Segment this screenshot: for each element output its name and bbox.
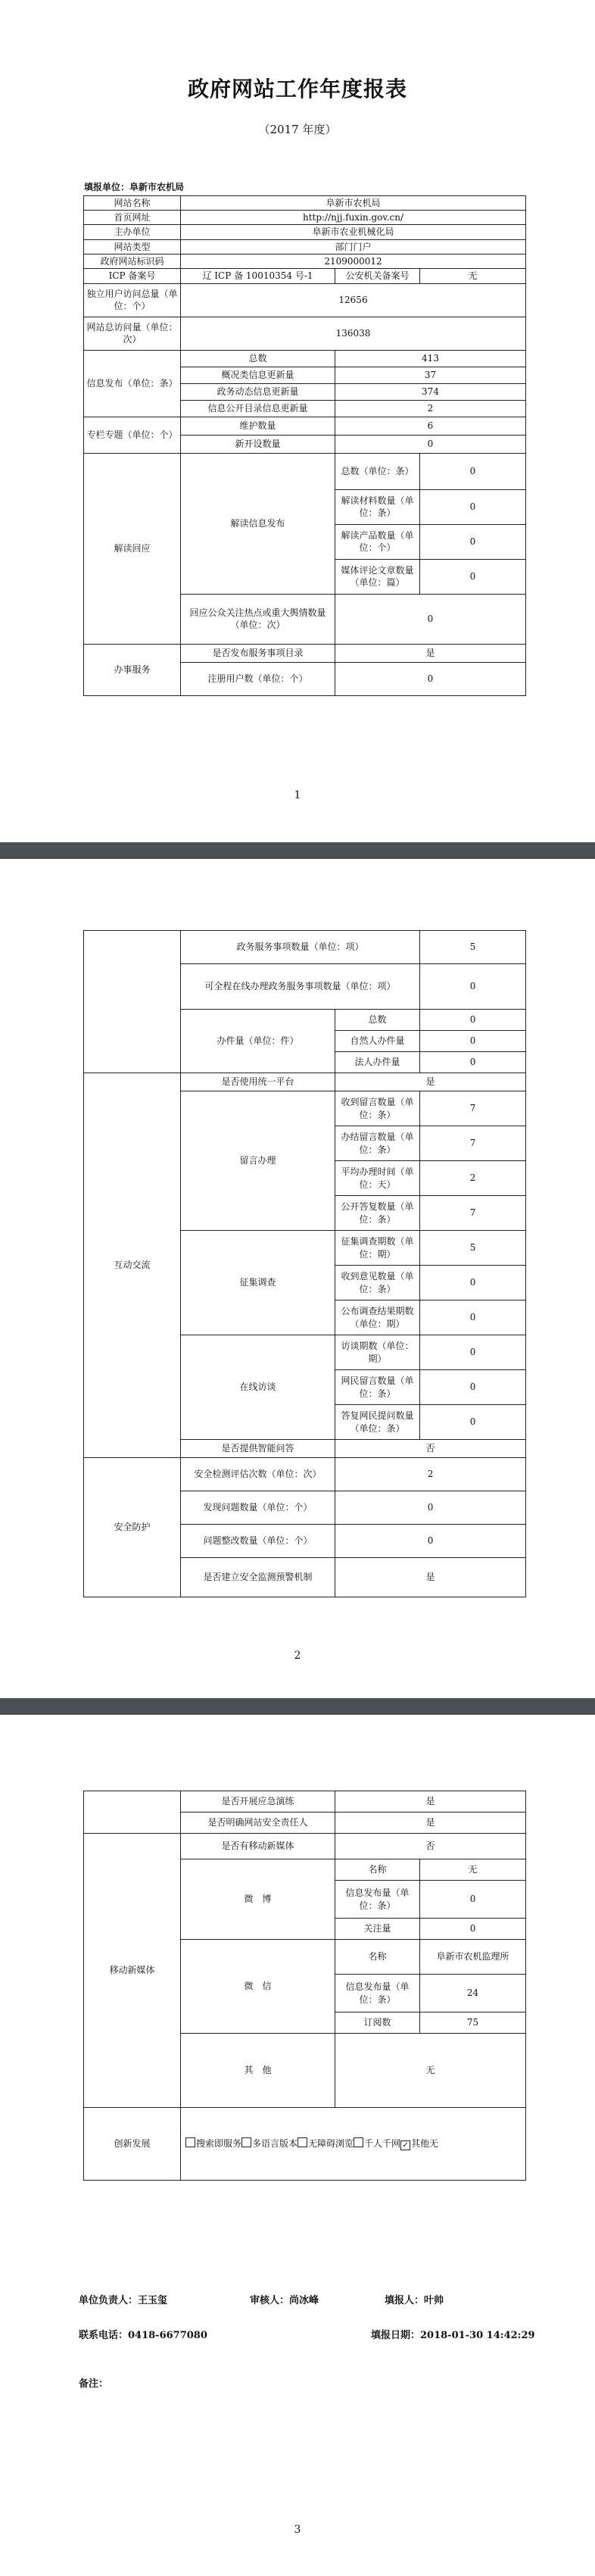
innovation-option bbox=[185, 2138, 241, 2149]
cell-subgroup-label: 办件量（单位：件） bbox=[181, 1010, 335, 1073]
cell-value: 0 bbox=[335, 1491, 526, 1525]
cell-label: 发现问题数量（单位：个） bbox=[181, 1491, 335, 1525]
cell-label: 可全程在线办理政务服务事项数量（单位：项） bbox=[181, 964, 420, 1010]
cell-value: 阜新市农业机械化局 bbox=[181, 225, 526, 239]
cell-value: 2 bbox=[335, 400, 526, 417]
cell-subgroup-label: 在线访谈 bbox=[181, 1335, 335, 1440]
checkbox-icon bbox=[354, 2137, 363, 2147]
cell-value: 0 bbox=[335, 662, 526, 695]
cell-value: 6 bbox=[335, 417, 526, 435]
cell-label: 关注量 bbox=[335, 1919, 420, 1940]
cell-label: 名称 bbox=[335, 1859, 420, 1881]
cell-value: 无 bbox=[420, 268, 526, 283]
page-number-1: 1 bbox=[294, 789, 301, 801]
innovation-option-label: 其他 bbox=[411, 2138, 430, 2149]
innovation-option-label: 搜索即服务 bbox=[196, 2138, 242, 2149]
cell-label: 自然人办件量 bbox=[335, 1031, 420, 1052]
cell-label: 注册用户数（单位：个） bbox=[181, 662, 335, 695]
cell-label: 是否明确网站安全责任人 bbox=[181, 1813, 335, 1834]
cell-value: 0 bbox=[420, 453, 526, 489]
cell-group-label: 创新发展 bbox=[84, 2108, 181, 2181]
footer-filler: 填报人：叶帅 bbox=[385, 2295, 444, 2306]
cell-label: 订阅数 bbox=[335, 2012, 420, 2034]
checkbox-icon bbox=[185, 2137, 195, 2147]
cell-value: 0 bbox=[420, 1300, 526, 1335]
cell-label: 收到意见数量（单位：条） bbox=[335, 1266, 420, 1300]
cell-value: 2109000012 bbox=[181, 254, 526, 268]
cell-label: 网站总访问量（单位：次） bbox=[84, 317, 181, 350]
cell-label: 政务服务事项数量（单位：项） bbox=[181, 931, 420, 964]
report-table-page-3 bbox=[83, 1791, 526, 2181]
innovation-option bbox=[298, 2138, 354, 2149]
cell-value: 是 bbox=[335, 1791, 526, 1813]
cell-label: 政府网站标识码 bbox=[84, 254, 181, 268]
cell-label: 问题整改数量（单位：个） bbox=[181, 1525, 335, 1558]
cell-label: 收到留言数量（单位：条） bbox=[335, 1091, 420, 1126]
cell-value: 2 bbox=[420, 1161, 526, 1196]
page-separator bbox=[0, 842, 595, 859]
footer-date: 填报日期：2018-01-30 14:42:29 bbox=[371, 2330, 535, 2341]
cell-value: 0 bbox=[420, 524, 526, 559]
report-table-page-2 bbox=[83, 930, 526, 1597]
cell-subgroup-label: 微 信 bbox=[181, 1940, 335, 2034]
report-title: 政府网站工作年度报表 bbox=[187, 76, 407, 101]
cell-value: 0 bbox=[420, 964, 526, 1010]
cell-value: 否 bbox=[335, 1440, 526, 1458]
cell-value: 无 bbox=[335, 2034, 526, 2108]
cell-label: 总数（单位：条） bbox=[335, 453, 420, 489]
cell-value: 0 bbox=[420, 1266, 526, 1300]
innovation-option bbox=[354, 2138, 400, 2149]
cell-label: 媒体评论文章数量（单位：篇） bbox=[335, 559, 420, 594]
footer-leader: 单位负责人：王玉玺 bbox=[79, 2295, 168, 2306]
cell-value: 0 bbox=[420, 1405, 526, 1440]
cell-value: 0 bbox=[420, 559, 526, 594]
cell-label: 网站类型 bbox=[84, 239, 181, 254]
cell-label: 新开设数量 bbox=[181, 435, 335, 453]
cell-value: 0 bbox=[335, 1525, 526, 1558]
checkbox-icon bbox=[298, 2137, 307, 2147]
cell-value: 37 bbox=[335, 367, 526, 383]
cell-value: 136038 bbox=[181, 317, 526, 350]
footer-phone: 联系电话：0418-6677080 bbox=[79, 2330, 207, 2341]
cell-label: 网站名称 bbox=[84, 196, 181, 211]
cell-label: 访谈期数（单位：期） bbox=[335, 1335, 420, 1370]
checkbox-icon bbox=[241, 2137, 251, 2147]
cell-label: 解读产品数量（单位：个） bbox=[335, 524, 420, 559]
cell-value: 12656 bbox=[181, 283, 526, 317]
cell-value: 0 bbox=[420, 1010, 526, 1031]
cell-value: 是 bbox=[335, 1813, 526, 1834]
cell-label: 答复网民提问数量（单位：条） bbox=[335, 1405, 420, 1440]
cell-value: 5 bbox=[420, 931, 526, 964]
innovation-option bbox=[241, 2138, 298, 2149]
cell-value: 0 bbox=[420, 1335, 526, 1370]
cell-label: 公布调查结果期数（单位：期） bbox=[335, 1300, 420, 1335]
cell-value: 部门门户 bbox=[181, 239, 526, 254]
cell-value: 无 bbox=[420, 1859, 526, 1881]
cell-value: 0 bbox=[420, 1052, 526, 1073]
cell-group-label: 信息发布（单位：条） bbox=[84, 350, 181, 417]
cell-label: 首页网址 bbox=[84, 211, 181, 225]
cell-subgroup-label: 微 博 bbox=[181, 1859, 335, 1940]
cell-value: 辽 ICP 备 10010354 号-1 bbox=[181, 268, 335, 283]
cell-value: 5 bbox=[420, 1231, 526, 1266]
checkbox-checked-icon: ✓ bbox=[400, 2140, 410, 2150]
cell-group-label: 移动新媒体 bbox=[84, 1834, 181, 2108]
cell-group-label bbox=[84, 931, 181, 1073]
cell-label: 是否提供智能问答 bbox=[181, 1440, 335, 1458]
cell-value: http://njj.fuxin.gov.cn/ bbox=[181, 211, 526, 225]
innovation-option-label: 无障碍浏览 bbox=[308, 2138, 354, 2149]
cell-value: 413 bbox=[335, 350, 526, 367]
cell-label: 信息发布量（单位：条） bbox=[335, 1975, 420, 2012]
cell-label: 总数 bbox=[335, 1010, 420, 1031]
cell-label: 信息发布量（单位：条） bbox=[335, 1881, 420, 1919]
cell-value: 0 bbox=[420, 1370, 526, 1405]
cell-value: 7 bbox=[420, 1091, 526, 1126]
cell-label: 解读材料数量（单位：条） bbox=[335, 489, 420, 524]
report-year: （2017 年度） bbox=[258, 123, 337, 136]
cell-label: 法人办件量 bbox=[335, 1052, 420, 1073]
cell-group-label: 办事服务 bbox=[84, 644, 181, 695]
innovation-option bbox=[400, 2138, 429, 2149]
cell-value: 75 bbox=[420, 2012, 526, 2034]
cell-label: 网民留言数量（单位：条） bbox=[335, 1370, 420, 1405]
cell-value: 0 bbox=[335, 435, 526, 453]
cell-value: 0 bbox=[420, 489, 526, 524]
cell-value: 阜新市农机局 bbox=[181, 196, 526, 211]
cell-label: 是否建立安全监测预警机制 bbox=[181, 1558, 335, 1597]
cell-value: 0 bbox=[420, 1919, 526, 1940]
cell-group-label: 安全防护 bbox=[84, 1458, 181, 1597]
cell-value: 24 bbox=[420, 1975, 526, 2012]
cell-label: 公开答复数量（单位：条） bbox=[335, 1196, 420, 1231]
cell-value: 0 bbox=[335, 594, 526, 644]
cell-group-label: 解读回应 bbox=[84, 453, 181, 644]
cell-label: ICP 备案号 bbox=[84, 268, 181, 283]
cell-label: 是否使用统一平台 bbox=[181, 1073, 335, 1091]
cell-label: 独立用户访问总量（单位：个） bbox=[84, 283, 181, 317]
page-number-2: 2 bbox=[294, 1650, 301, 1662]
cell-label: 是否发布服务事项目录 bbox=[181, 644, 335, 662]
cell-label: 概况类信息更新量 bbox=[181, 367, 335, 383]
cell-value: 374 bbox=[335, 383, 526, 400]
cell-label: 是否开展应急演练 bbox=[181, 1791, 335, 1813]
cell-label: 征集调查期数（单位：期） bbox=[335, 1231, 420, 1266]
cell-group-label: 互动交流 bbox=[84, 1073, 181, 1458]
cell-label: 主办单位 bbox=[84, 225, 181, 239]
page-separator bbox=[0, 1698, 595, 1715]
cell-label: 办结留言数量（单位：条） bbox=[335, 1126, 420, 1161]
cell-value: 阜新市农机监理所 bbox=[420, 1940, 526, 1975]
cell-value: 是 bbox=[335, 1558, 526, 1597]
innovation-option-list bbox=[185, 2138, 429, 2149]
innovation-option-label: 千人千网 bbox=[364, 2138, 401, 2149]
cell-label: 公安机关备案号 bbox=[335, 268, 420, 283]
report-table-page-1 bbox=[83, 195, 526, 696]
innovation-options bbox=[181, 2108, 526, 2181]
cell-label: 回应公众关注热点或重大舆情数量（单位：次） bbox=[181, 594, 335, 644]
cell-label: 维护数量 bbox=[181, 417, 335, 435]
cell-label: 是否有移动新媒体 bbox=[181, 1834, 335, 1859]
cell-label: 平均办理时间（单位：天） bbox=[335, 1161, 420, 1196]
footer-reviewer: 审核人：尚冰峰 bbox=[250, 2295, 319, 2306]
footer-note: 备注： bbox=[79, 2378, 109, 2390]
cell-group-label: 专栏专题（单位：个） bbox=[84, 417, 181, 453]
cell-value: 是 bbox=[335, 1073, 526, 1091]
page-number-3: 3 bbox=[294, 2524, 301, 2536]
cell-value: 是 bbox=[335, 644, 526, 662]
cell-value: 0 bbox=[420, 1031, 526, 1052]
cell-label: 政务动态信息更新量 bbox=[181, 383, 335, 400]
cell-subgroup-label: 留言办理 bbox=[181, 1091, 335, 1231]
cell-label: 安全检测评估次数（单位：次） bbox=[181, 1458, 335, 1491]
cell-value: 否 bbox=[335, 1834, 526, 1859]
cell-value: 0 bbox=[420, 1881, 526, 1919]
cell-group-label bbox=[84, 1791, 181, 1834]
cell-value: 2 bbox=[335, 1458, 526, 1491]
cell-label: 信息公开目录信息更新量 bbox=[181, 400, 335, 417]
cell-label: 名称 bbox=[335, 1940, 420, 1975]
cell-subgroup-label: 征集调查 bbox=[181, 1231, 335, 1335]
innovation-options-tail: 无 bbox=[429, 2138, 439, 2149]
fill-unit: 填报单位：阜新市农机局 bbox=[84, 182, 185, 192]
cell-subgroup-label: 解读信息发布 bbox=[181, 453, 335, 594]
innovation-option-label: 多语言版本 bbox=[252, 2138, 298, 2149]
cell-value: 7 bbox=[420, 1126, 526, 1161]
cell-value: 7 bbox=[420, 1196, 526, 1231]
cell-label: 总数 bbox=[181, 350, 335, 367]
cell-subgroup-label: 其 他 bbox=[181, 2034, 335, 2108]
